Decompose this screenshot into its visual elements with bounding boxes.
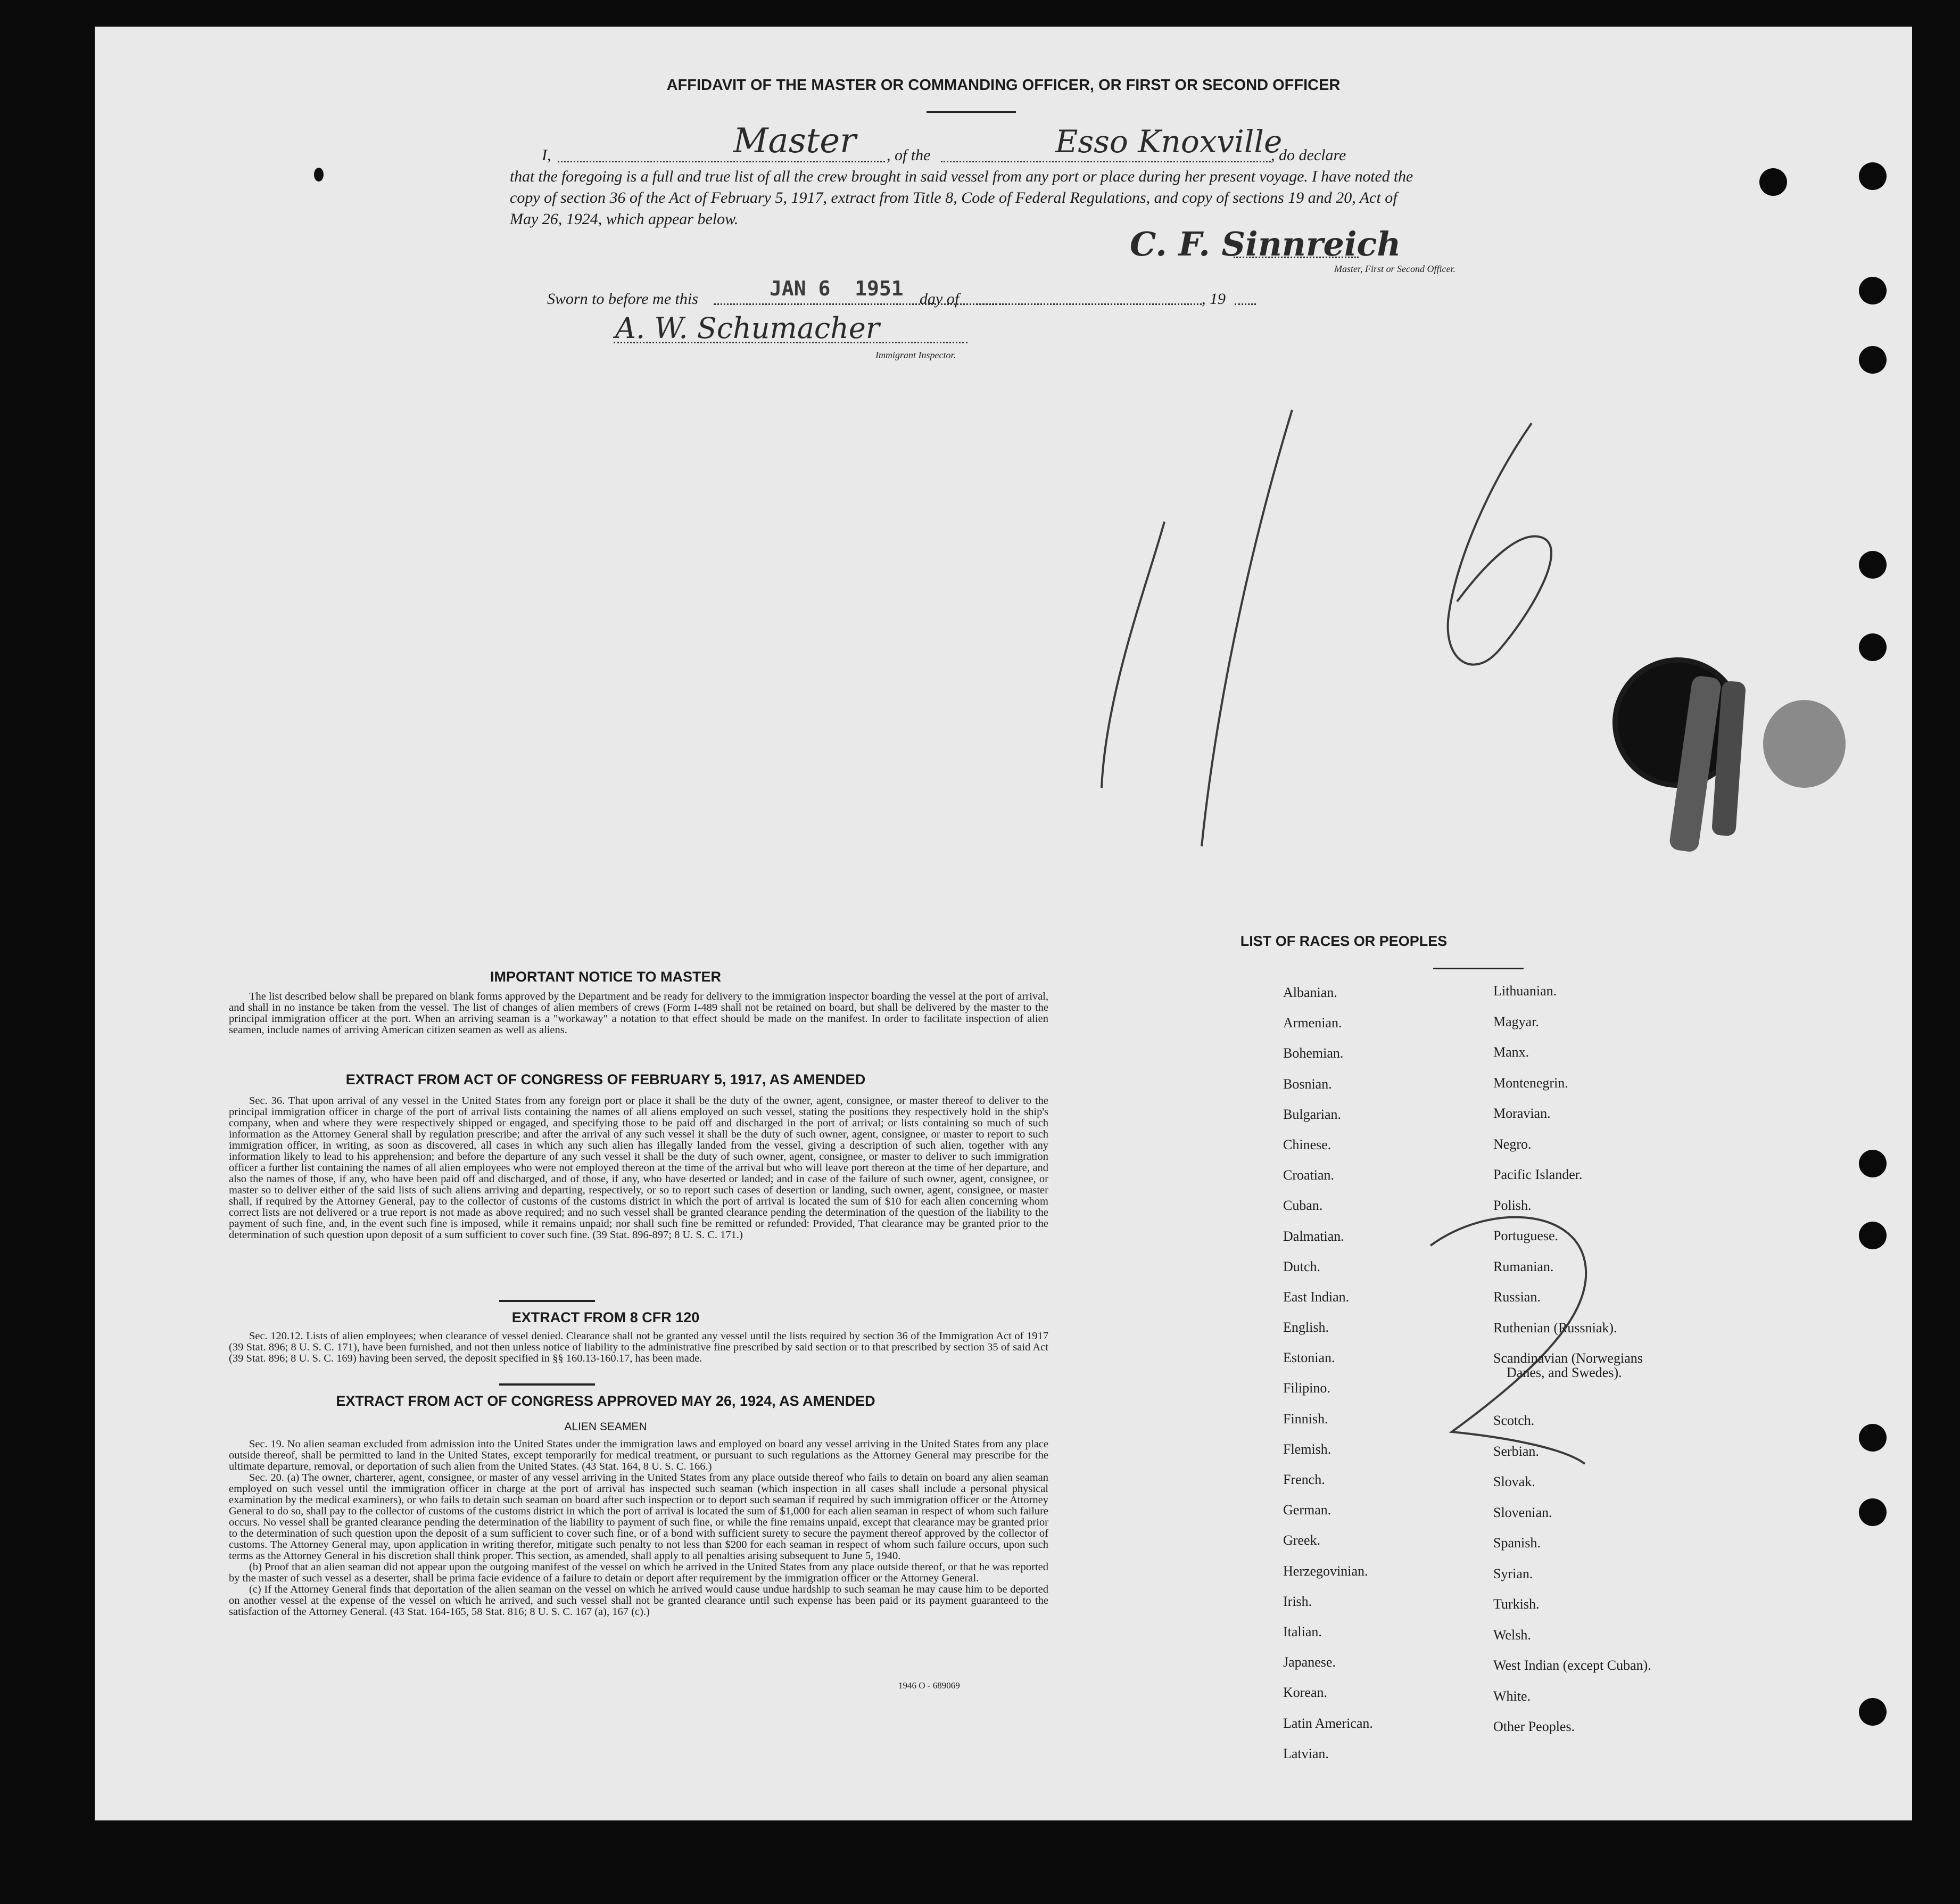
punch-hole (1859, 1424, 1887, 1452)
race-item: Polish. (1493, 1197, 1532, 1213)
race-item: German. (1283, 1502, 1332, 1518)
print-code: 1946 O - 689069 (898, 1680, 960, 1691)
sworn-prefix: Sworn to before me this (547, 290, 698, 308)
race-item: Bohemian. (1283, 1045, 1344, 1061)
rule-1 (499, 1300, 595, 1302)
punch-hole (1859, 1150, 1887, 1177)
race-item: Turkish. (1493, 1596, 1540, 1612)
punch-hole (1859, 277, 1887, 304)
folio-slash-2 (1202, 410, 1292, 846)
race-item: Magyar. (1493, 1013, 1539, 1029)
race-item: Rumanian. (1493, 1258, 1554, 1274)
notice-title: IMPORTANT NOTICE TO MASTER (490, 969, 721, 985)
day-of-label: day of (920, 290, 960, 308)
handwritten-rank: Master (733, 121, 856, 161)
punch-hole (1859, 633, 1887, 661)
races-left-column (1283, 985, 1373, 1776)
extract-1917-text: Sec. 36. That upon arrival of any vessel in the United States from any foreign port or place it shall be the duty of the owner, agent, consignee, or master thereof to deliver to the principal immigration officer in charge of the port of arrival lists containing the names of all aliens employed on such vessel, stating the positions they respectively hold in the ship's company, when and where they were respectively shipped or engaged, and specifying those to be paid off and discharged in the port of arrival; or lists containing so much of such information as the Attorney General shall by regulation prescribe; and after the arrival of any such vessel it shall be the duty of such owner, agent, consignee, or master to report to such immigration officer, in writing, as soon as discovered, all cases in which any such alien has illegally landed from the vessel, giving a description of such alien, together with any information likely to lead to his apprehension; and before the departure of any such vessel it shall be the duty of such owner, agent, consignee, or master to deliver to such immigration officer a further list containing the names of all alien employees who were not employed thereon at the time of the arrival but who will leave port thereon at the time of her departure, and also the names of those, if any, who have been paid off and discharged, and of those, if any, who have deserted or landed; and in case of the failure of such owner, agent, consignee, or master so to deliver either of the said lists of such aliens arriving and departing, respectively, or so to report such cases of desertion or landing, such owner, agent, consignee, or master shall, if required by the Attorney General, pay to the collector of customs of the customs district in which the port of arrival is located the sum of $10 for each alien concerning whom correct lists are not delivered or a true report is not made as above required; and no such vessel shall be granted clearance pending the determination of the question of the liability to the payment of such fine, and, in the event such fine is imposed, while it remains unpaid; nor shall such fine be remitted or refunded: Provided, That clearance may be granted prior to the determination of such question upon deposit of a sum sufficient to cover such fine. (39 Stat. 896-897; 8 U. S. C. 171.) (229, 1095, 1048, 1241)
race-item: Syrian. (1493, 1565, 1533, 1581)
affidavit-do-declare: , do declare (1271, 146, 1346, 164)
extract-cfr-title: EXTRACT FROM 8 CFR 120 (511, 1309, 700, 1325)
race-item: Dutch. (1283, 1258, 1321, 1274)
race-item: Chinese. (1283, 1136, 1332, 1152)
punch-hole (1859, 551, 1887, 579)
races-title-rule (1433, 968, 1524, 969)
punch-hole (1859, 346, 1887, 374)
race-item: Albanian. (1283, 985, 1337, 1000)
affidavit-i: I, (542, 146, 551, 164)
race-item: Latvian. (1283, 1745, 1329, 1761)
race-item: Slovenian. (1493, 1504, 1552, 1520)
punch-hole (1859, 1698, 1887, 1726)
race-item: Korean. (1283, 1685, 1328, 1701)
race-item: East Indian. (1283, 1289, 1350, 1305)
race-item: Lithuanian. (1493, 983, 1557, 999)
master-signature: C. F. Sinnreich (1130, 225, 1401, 263)
race-item: White. (1493, 1688, 1531, 1704)
race-item: Dalmatian. (1283, 1228, 1344, 1244)
punch-hole (1859, 1222, 1887, 1249)
race-item: Filipino. (1283, 1380, 1330, 1396)
race-item: Japanese. (1283, 1654, 1336, 1670)
rule-2 (499, 1383, 595, 1386)
race-item: Serbian. (1493, 1443, 1539, 1459)
race-item: Bulgarian. (1283, 1106, 1342, 1122)
race-item: Cuban. (1283, 1198, 1323, 1214)
punch-hole (1759, 168, 1787, 196)
race-item: Welsh. (1493, 1627, 1531, 1643)
folio-slash-1 (1102, 522, 1164, 788)
extract-cfr-text: Sec. 120.12. Lists of alien employees; when clearance of vessel denied. Clearance shall not be granted any vessel until the lists required by section 36 of the Immigration Act of 1917 (39 Stat. 896; 8 U. S. C. 171), have been furnished, and not then unless notice of liability to the administrative fine prescribed by said section or to that prescribed by section 35 of said Act (39 Stat. 896; 8 U. S. C. 169) having been served, the deposit specified in §§ 160.13-160.17, has been made. (229, 1330, 1048, 1364)
race-item: Montenegrin. (1493, 1075, 1568, 1091)
document-page (95, 27, 1912, 1820)
affidavit-of-the: , of the (887, 146, 931, 164)
race-item: Finnish. (1283, 1411, 1328, 1427)
inspector-caption: Immigrant Inspector. (875, 350, 956, 360)
race-item: West Indian (except Cuban). (1493, 1658, 1651, 1673)
race-item: Pacific Islander. (1493, 1167, 1583, 1182)
extract-1917-title: EXTRACT FROM ACT OF CONGRESS OF FEBRUARY 5, 1917, AS AMENDED (345, 1071, 866, 1087)
race-item: Scandinavian (Norwegians (1493, 1350, 1643, 1366)
race-item: Russian. (1493, 1289, 1541, 1305)
race-item: Flemish. (1283, 1441, 1332, 1457)
race-item: Greek. (1283, 1532, 1321, 1548)
race-item: Negro. (1493, 1136, 1532, 1152)
race-item: Italian. (1283, 1623, 1322, 1639)
races-title: LIST OF RACES OR PEOPLES (1240, 933, 1448, 949)
punch-hole (1859, 162, 1887, 190)
race-item: Armenian. (1283, 1015, 1342, 1031)
race-item: Herzegovinian. (1283, 1563, 1368, 1579)
race-item: English. (1283, 1320, 1329, 1336)
date-stamp: JAN 6 1951 (770, 277, 904, 300)
affidavit-title: AFFIDAVIT OF THE MASTER OR COMMANDING OFFICER, OR FIRST OR SECOND OFFICER (666, 77, 1341, 94)
alien-seamen-subtitle: ALIEN SEAMEN (564, 1421, 647, 1433)
race-item: Bosnian. (1283, 1076, 1332, 1092)
inspector-signature: A. W. Schumacher (615, 311, 880, 345)
race-item: Scotch. (1493, 1413, 1535, 1428)
signature-caption: Master, First or Second Officer. (1334, 263, 1455, 274)
race-item: Other Peoples. (1493, 1719, 1575, 1734)
race-item: Spanish. (1493, 1535, 1541, 1551)
handwritten-vessel: Esso Knoxville (1055, 123, 1283, 160)
race-item: Croatian. (1283, 1167, 1335, 1183)
race-item: Estonian. (1283, 1350, 1335, 1366)
race-item: French. (1283, 1472, 1325, 1487)
race-item: Irish. (1283, 1593, 1312, 1609)
year-prefix: , 19 (1202, 290, 1226, 308)
race-item: Latin American. (1283, 1715, 1373, 1731)
race-item: Moravian. (1493, 1106, 1551, 1121)
race-item: Manx. (1493, 1044, 1529, 1060)
affidavit-line-3: copy of section 36 of the Act of February 5, 1917, extract from Title 8, Code of Federal Regulations, and copy of sections 19 and 20, Act of (510, 189, 1397, 207)
race-item: Ruthenian (Russniak). (1493, 1320, 1617, 1336)
affidavit-line-2: that the foregoing is a full and true list of all the crew brought in said vessel from any port or place during her present voyage. I have noted the (510, 168, 1413, 185)
races-right-column (1493, 983, 1651, 1750)
ink-dot (314, 168, 324, 182)
race-item: Slovak. (1493, 1474, 1535, 1489)
race-item-continued: Danes, and Swedes). (1507, 1365, 1622, 1380)
race-item: Portuguese. (1493, 1228, 1559, 1243)
seal-imprint (1763, 700, 1846, 788)
folio-six (1448, 423, 1551, 665)
affidavit-line-4: May 26, 1924, which appear below. (510, 210, 739, 228)
extract-1924-text: Sec. 19. No alien seaman excluded from admission into the United States under the immigration laws and employed on board any vessel arriving in the United States from any place outside thereof, shall be permitted to land in the United States, except temporarily for medical treatment, or pursuant to such regulations as the Attorney General may prescribe for the ultimate departure, removal, or deportation of such alien from the United States. (43 Stat. 164, 8 U. S. C. 166.) Sec. 20. (a) The owner, charterer, agent, consignee, or master of any vessel arriving in the United States from any place outside thereof who fails to detain on board any alien seaman employed on such vessel until the immigration officer in charge at the port of arrival has inspected such seaman (which inspection in all cases shall include a personal physical examination by the medical examiners), or who fails to detain such seaman on board after such inspection or to deport such seaman if required by such immigration officer or the Attorney General to do so, shall pay to the collector of customs of the customs district in which the port of arrival is located the sum of $1,000 for each alien seaman in respect of whom such failure occurs. No vessel shall be granted clearance pending the determination of the liability to payment of such fine, or while the fine remains unpaid, except that clearance may be granted prior to the determination of such question upon the deposit of a sum sufficient to cover such fine, or of a bond with sufficient surety to secure the payment thereof approved by the collector of customs. The Attorney General may, upon application in writing therefor, mitigate such penalty to not less than $200 for each seaman in respect of whom such failure occurs, upon such terms as the Attorney General in his discretion shall think proper. This section, as amended, shall apply to all penalties arising subsequent to June 5, 1940. (b) Proof that an alien seaman did not appear upon the outgoing manifest of the vessel on which he arrived in the United States from any place outside thereof, or that he was reported by the master of such vessel as a deserter, shall be prima facie evidence of a failure to detain or deport after requirement by the immigration officer or the Attorney General. (c) If the Attorney General finds that deportation of the alien seaman on the vessel on which he arrived would cause undue hardship to such seaman he may cause him to be deported on another vessel at the expense of the vessel on which he arrived, and such vessel shall not be granted clearance until such expense has been paid or its payment guaranteed to the satisfaction of the Attorney General. (43 Stat. 164-165, 58 Stat. 816; 8 U. S. C. 167 (a), 167 (c).) (229, 1438, 1048, 1618)
extract-1924-title: EXTRACT FROM ACT OF CONGRESS APPROVED MAY 26, 1924, AS AMENDED (336, 1393, 875, 1409)
punch-hole (1859, 1498, 1887, 1526)
notice-text: The list described below shall be prepared on blank forms approved by the Department and be ready for delivery to the immigration inspector boarding the vessel at the port of arrival, and shall in no instance be taken from the vessel. The list of changes of alien members of crews (Form I-489 shall not be retained on board, but shall be delivered by the master to the principal immigration officer at the port. When an arriving seaman is a "workaway" a notation to that effect should be made on the manifest. In order to facilitate inspection of alien seamen, include names of arriving American citizen seamen as well as aliens. (229, 991, 1048, 1036)
